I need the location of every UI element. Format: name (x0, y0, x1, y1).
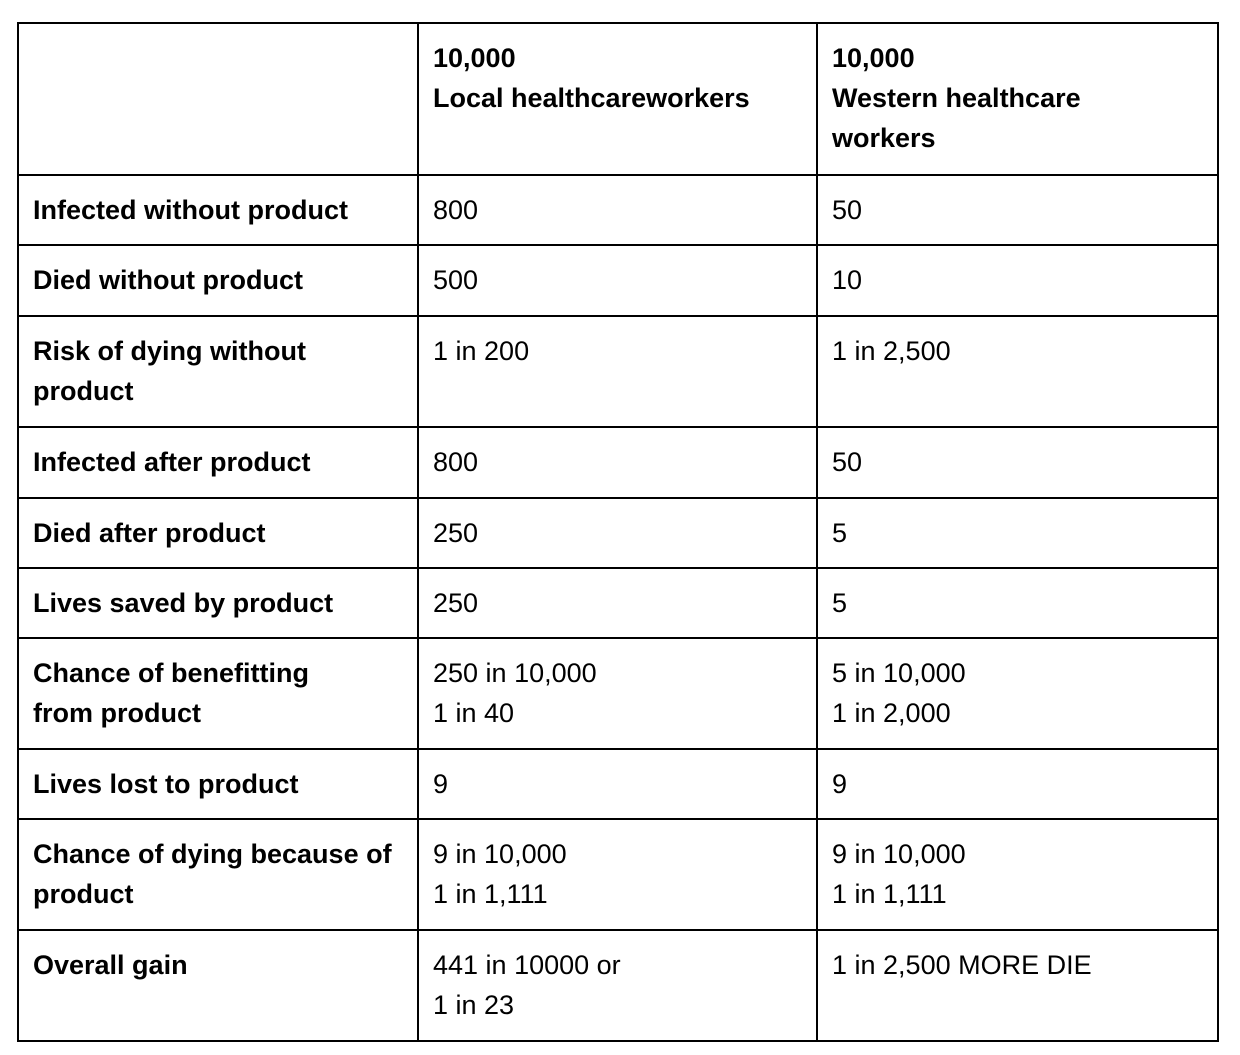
table-row (18, 819, 1218, 930)
table-row (18, 638, 1218, 749)
row-label-text: Chance of dying because of product (33, 839, 392, 909)
western-value-line: 1 in 1,111 (832, 879, 947, 909)
western-value (817, 749, 1218, 819)
western-value (817, 819, 1218, 930)
local-value-line: 250 in 10,000 (433, 658, 597, 688)
header-empty-cell (18, 23, 418, 175)
western-value (817, 316, 1218, 427)
western-value-line: 10 (832, 265, 863, 295)
header-local-label: Local healthcareworkers (433, 83, 750, 113)
local-value (418, 316, 817, 427)
table-row (18, 316, 1218, 427)
western-value-line: 1 in 2,500 MORE DIE (832, 950, 1092, 980)
table-row (18, 749, 1218, 819)
western-value (817, 245, 1218, 316)
local-value-line: 441 in 10000 or (433, 950, 621, 980)
local-value-line: 800 (433, 195, 479, 225)
western-value-line: 50 (832, 447, 863, 477)
local-value (418, 427, 817, 498)
local-value-line: 1 in 1,111 (433, 879, 548, 909)
local-value (418, 175, 817, 245)
local-value (418, 749, 817, 819)
western-value-line: 9 in 10,000 (832, 839, 966, 869)
local-value-line: 1 in 200 (433, 336, 530, 366)
table-header-row (18, 23, 1218, 175)
western-value-line: 1 in 2,500 (832, 336, 951, 366)
table-row (18, 427, 1218, 498)
row-label-text: Risk of dying without product (33, 336, 306, 406)
table-row (18, 568, 1218, 638)
western-value (817, 568, 1218, 638)
row-label: Died after product (18, 498, 418, 568)
row-label (18, 316, 418, 427)
local-value-line: 9 (433, 769, 449, 799)
row-label: Infected after product (18, 427, 418, 498)
table-row (18, 498, 1218, 568)
header-western-count: 10,000 (832, 43, 915, 73)
header-local-cell (418, 23, 817, 175)
local-value-line: 250 (433, 588, 479, 618)
local-value-line: 9 in 10,000 (433, 839, 567, 869)
header-local-count: 10,000 (433, 43, 516, 73)
comparison-table (17, 22, 1219, 1042)
western-value-line: 5 in 10,000 (832, 658, 966, 688)
western-value-line: 1 in 2,000 (832, 698, 951, 728)
row-label (18, 638, 418, 749)
table-row (18, 930, 1218, 1041)
header-western-cell (817, 23, 1218, 175)
local-value (418, 498, 817, 568)
local-value (418, 819, 817, 930)
western-value-line: 9 (832, 769, 848, 799)
row-label: Lives lost to product (18, 749, 418, 819)
header-western-label: Western healthcare workers (832, 83, 1081, 153)
local-value (418, 930, 817, 1041)
western-value (817, 498, 1218, 568)
local-value-line: 1 in 23 (433, 990, 515, 1020)
western-value-line: 5 (832, 518, 848, 548)
row-label: Died without product (18, 245, 418, 316)
local-value (418, 245, 817, 316)
local-value-line: 250 (433, 518, 479, 548)
western-value (817, 427, 1218, 498)
local-value-line: 800 (433, 447, 479, 477)
western-value (817, 638, 1218, 749)
local-value (418, 568, 817, 638)
western-value (817, 175, 1218, 245)
local-value (418, 638, 817, 749)
table-row (18, 175, 1218, 245)
table-row (18, 245, 1218, 316)
row-label-text: Chance of benefitting from product (33, 658, 309, 728)
western-value (817, 930, 1218, 1041)
comparison-table-wrapper (17, 22, 1219, 1042)
western-value-line: 50 (832, 195, 863, 225)
row-label: Infected without product (18, 175, 418, 245)
western-value-line: 5 (832, 588, 848, 618)
row-label: Lives saved by product (18, 568, 418, 638)
row-label: Overall gain (18, 930, 418, 1041)
local-value-line: 500 (433, 265, 479, 295)
row-label (18, 819, 418, 930)
local-value-line: 1 in 40 (433, 698, 515, 728)
